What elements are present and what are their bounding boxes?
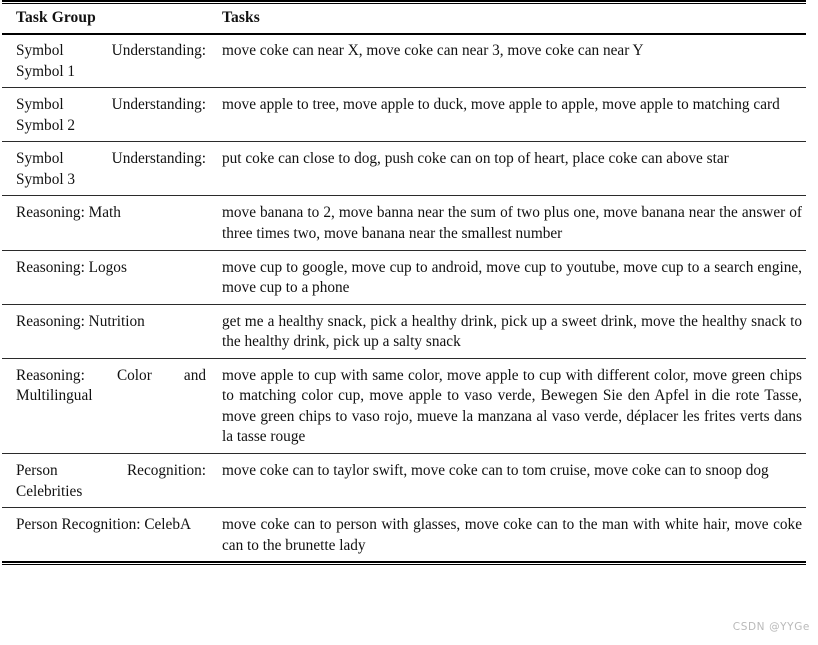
row-separator-rule	[2, 141, 806, 142]
cell-task-group: Person Recognition: CelebA	[16, 516, 192, 534]
table-row	[2, 143, 806, 197]
table-row	[2, 509, 806, 563]
table-row	[2, 360, 806, 455]
table-row	[2, 197, 806, 251]
csdn-watermark: CSDN @YYGe	[732, 621, 810, 633]
cell-tasks: move apple to cup with same color, move apple to cup with different color, move green chips to matching color cup, move apple to vaso verde, Bewegen Sie den Apfel in die rote Tasse, move green chips to vaso rojo, mueve la manzana al vaso verde, déplacer les frites verts dans la tasse rouge	[222, 366, 802, 446]
table-header	[2, 2, 806, 35]
table-row	[2, 252, 806, 306]
table-top-rule	[2, 0, 806, 2]
cell-tasks: move apple to tree, move apple to duck, move apple to apple, move apple to matching card	[222, 96, 780, 114]
cell-task-group: Symbol Understanding: Symbol 3	[16, 150, 206, 188]
table-header-rule	[2, 33, 806, 35]
table-row	[2, 306, 806, 360]
column-header-tasks: Tasks	[222, 9, 260, 26]
table-header-row	[2, 2, 806, 35]
cell-task-group: Reasoning: Nutrition	[16, 312, 145, 330]
row-separator-rule	[2, 87, 806, 88]
cell-task-group: Person Recognition: Celebrities	[16, 462, 206, 500]
row-separator-rule	[2, 195, 806, 196]
cell-task-group: Reasoning: Color and Multilingual	[16, 366, 206, 405]
cell-tasks: move coke can to taylor swift, move coke can to tom cruise, move coke can to snoop dog	[222, 462, 769, 479]
cell-tasks: move coke can near X, move coke can near 3, move coke can near Y	[222, 42, 644, 59]
table-row	[2, 89, 806, 143]
table-row	[2, 455, 806, 509]
cell-tasks: move cup to google, move cup to android, move cup to youtube, move cup to a search engine, move cup to a phone	[222, 258, 802, 297]
cell-task-group: Reasoning: Math	[16, 204, 121, 222]
cell-task-group: Symbol Understanding: Symbol 1	[16, 42, 206, 80]
row-separator-rule	[2, 250, 806, 251]
row-separator-rule	[2, 304, 806, 305]
table-bottom-rule	[2, 561, 806, 563]
row-separator-rule	[2, 453, 806, 454]
table-bottom-rule-second	[2, 564, 806, 565]
cell-task-group: Reasoning: Logos	[16, 258, 127, 276]
column-header-task-group: Task Group	[16, 9, 96, 26]
table-top-rule-second	[2, 3, 806, 4]
cell-tasks: get me a healthy snack, pick a healthy drink, pick up a sweet drink, move the healthy snack to the healthy drink, pick up a salty snack	[222, 312, 802, 351]
row-separator-rule	[2, 358, 806, 359]
table-body	[2, 35, 806, 563]
cell-tasks: move banana to 2, move banna near the sum of two plus one, move banana near the answer of three times two, move banana near the smallest number	[222, 204, 802, 242]
table-row	[2, 35, 806, 89]
cell-tasks: put coke can close to dog, push coke can on top of heart, place coke can above star	[222, 150, 729, 168]
row-separator-rule	[2, 507, 806, 508]
cell-tasks: move coke can to person with glasses, move coke can to the man with white hair, move coke can to the brunette lady	[222, 516, 802, 554]
cell-task-group: Symbol Understanding: Symbol 2	[16, 96, 206, 134]
